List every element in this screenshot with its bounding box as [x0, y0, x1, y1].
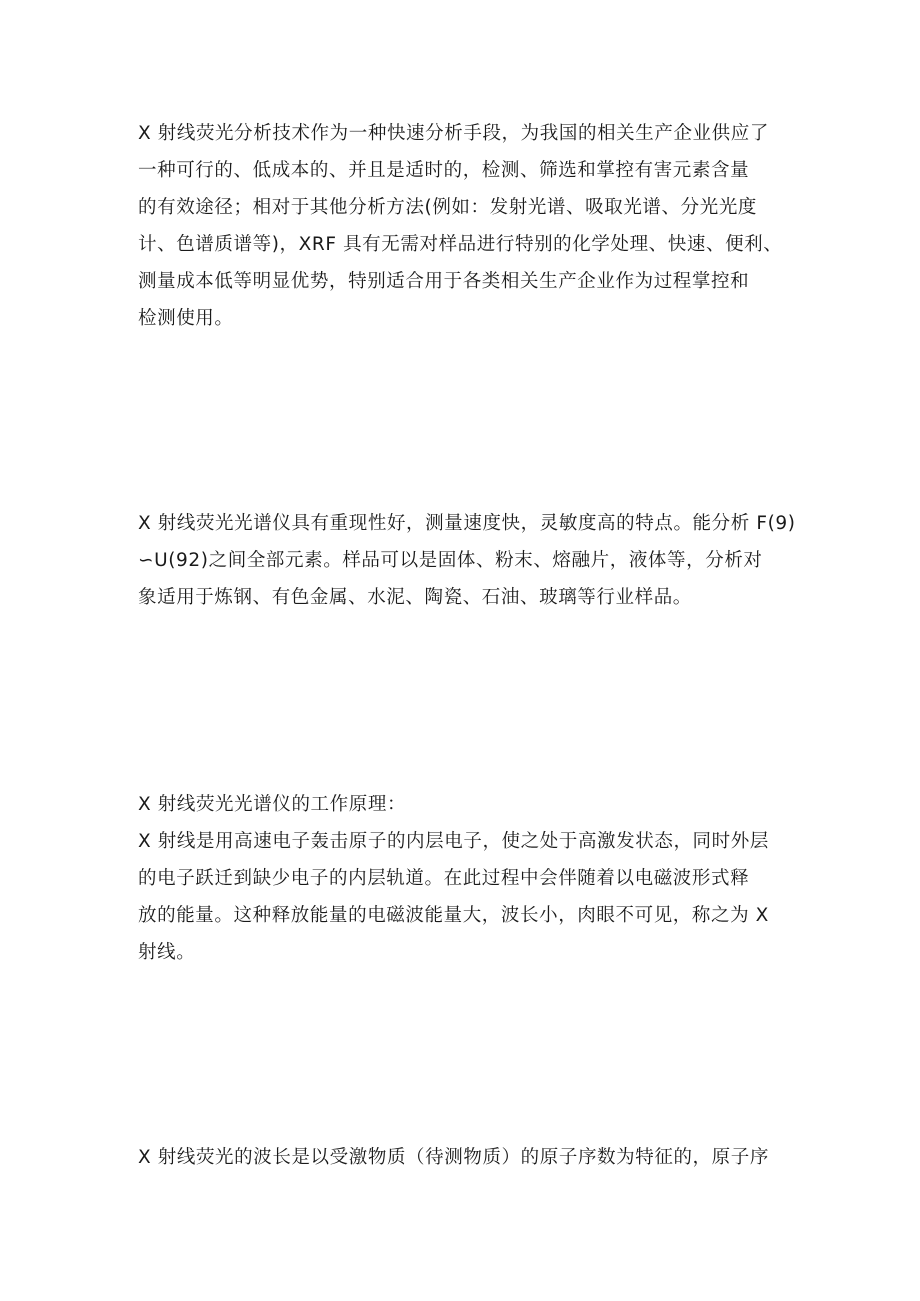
- text-line: 检测使用。: [138, 308, 234, 329]
- text-line: 射线。: [138, 942, 196, 963]
- text-line: 计、色谱质谱等)，XRF 具有无需对样品进行特别的化学处理、快速、便利、: [138, 234, 783, 255]
- text-line: 一种可行的、低成本的、并且是适时的，检测、筛选和掌控有害元素含量: [138, 160, 750, 181]
- text-line: X 射线荧光的波长是以受激物质（待测物质）的原子序数为特征的，原子序: [138, 1147, 769, 1168]
- text-line: ∽U(92)之间全部元素。样品可以是固体、粉末、熔融片，液体等，分析对: [138, 550, 763, 571]
- text-line: 象适用于炼钢、有色金属、水泥、陶瓷、石油、玻璃等行业样品。: [138, 587, 692, 608]
- text-line: X 射线是用高速电子轰击原子的内层电子，使之处于高激发状态，同时外层: [138, 831, 769, 852]
- text-line: 的电子跃迁到缺少电子的内层轨道。在此过程中会伴随着以电磁波形式释: [138, 868, 750, 889]
- section-heading: X 射线荧光光谱仪的工作原理：: [138, 794, 407, 815]
- text-line: X 射线荧光光谱仪具有重现性好，测量速度快，灵敏度高的特点。能分析 F(9): [138, 513, 796, 534]
- text-line: 测量成本低等明显优势，特别适合用于各类相关生产企业作为过程掌控和: [138, 271, 750, 292]
- text-line: 放的能量。这种释放能量的电磁波能量大，波长小，肉眼不可见，称之为 X: [138, 905, 769, 926]
- text-line: X 射线荧光分析技术作为一种快速分析手段，为我国的相关生产企业供应了: [138, 123, 769, 144]
- text-line: 的有效途径；相对于其他分析方法(例如：发射光谱、吸取光谱、分光光度: [138, 197, 758, 218]
